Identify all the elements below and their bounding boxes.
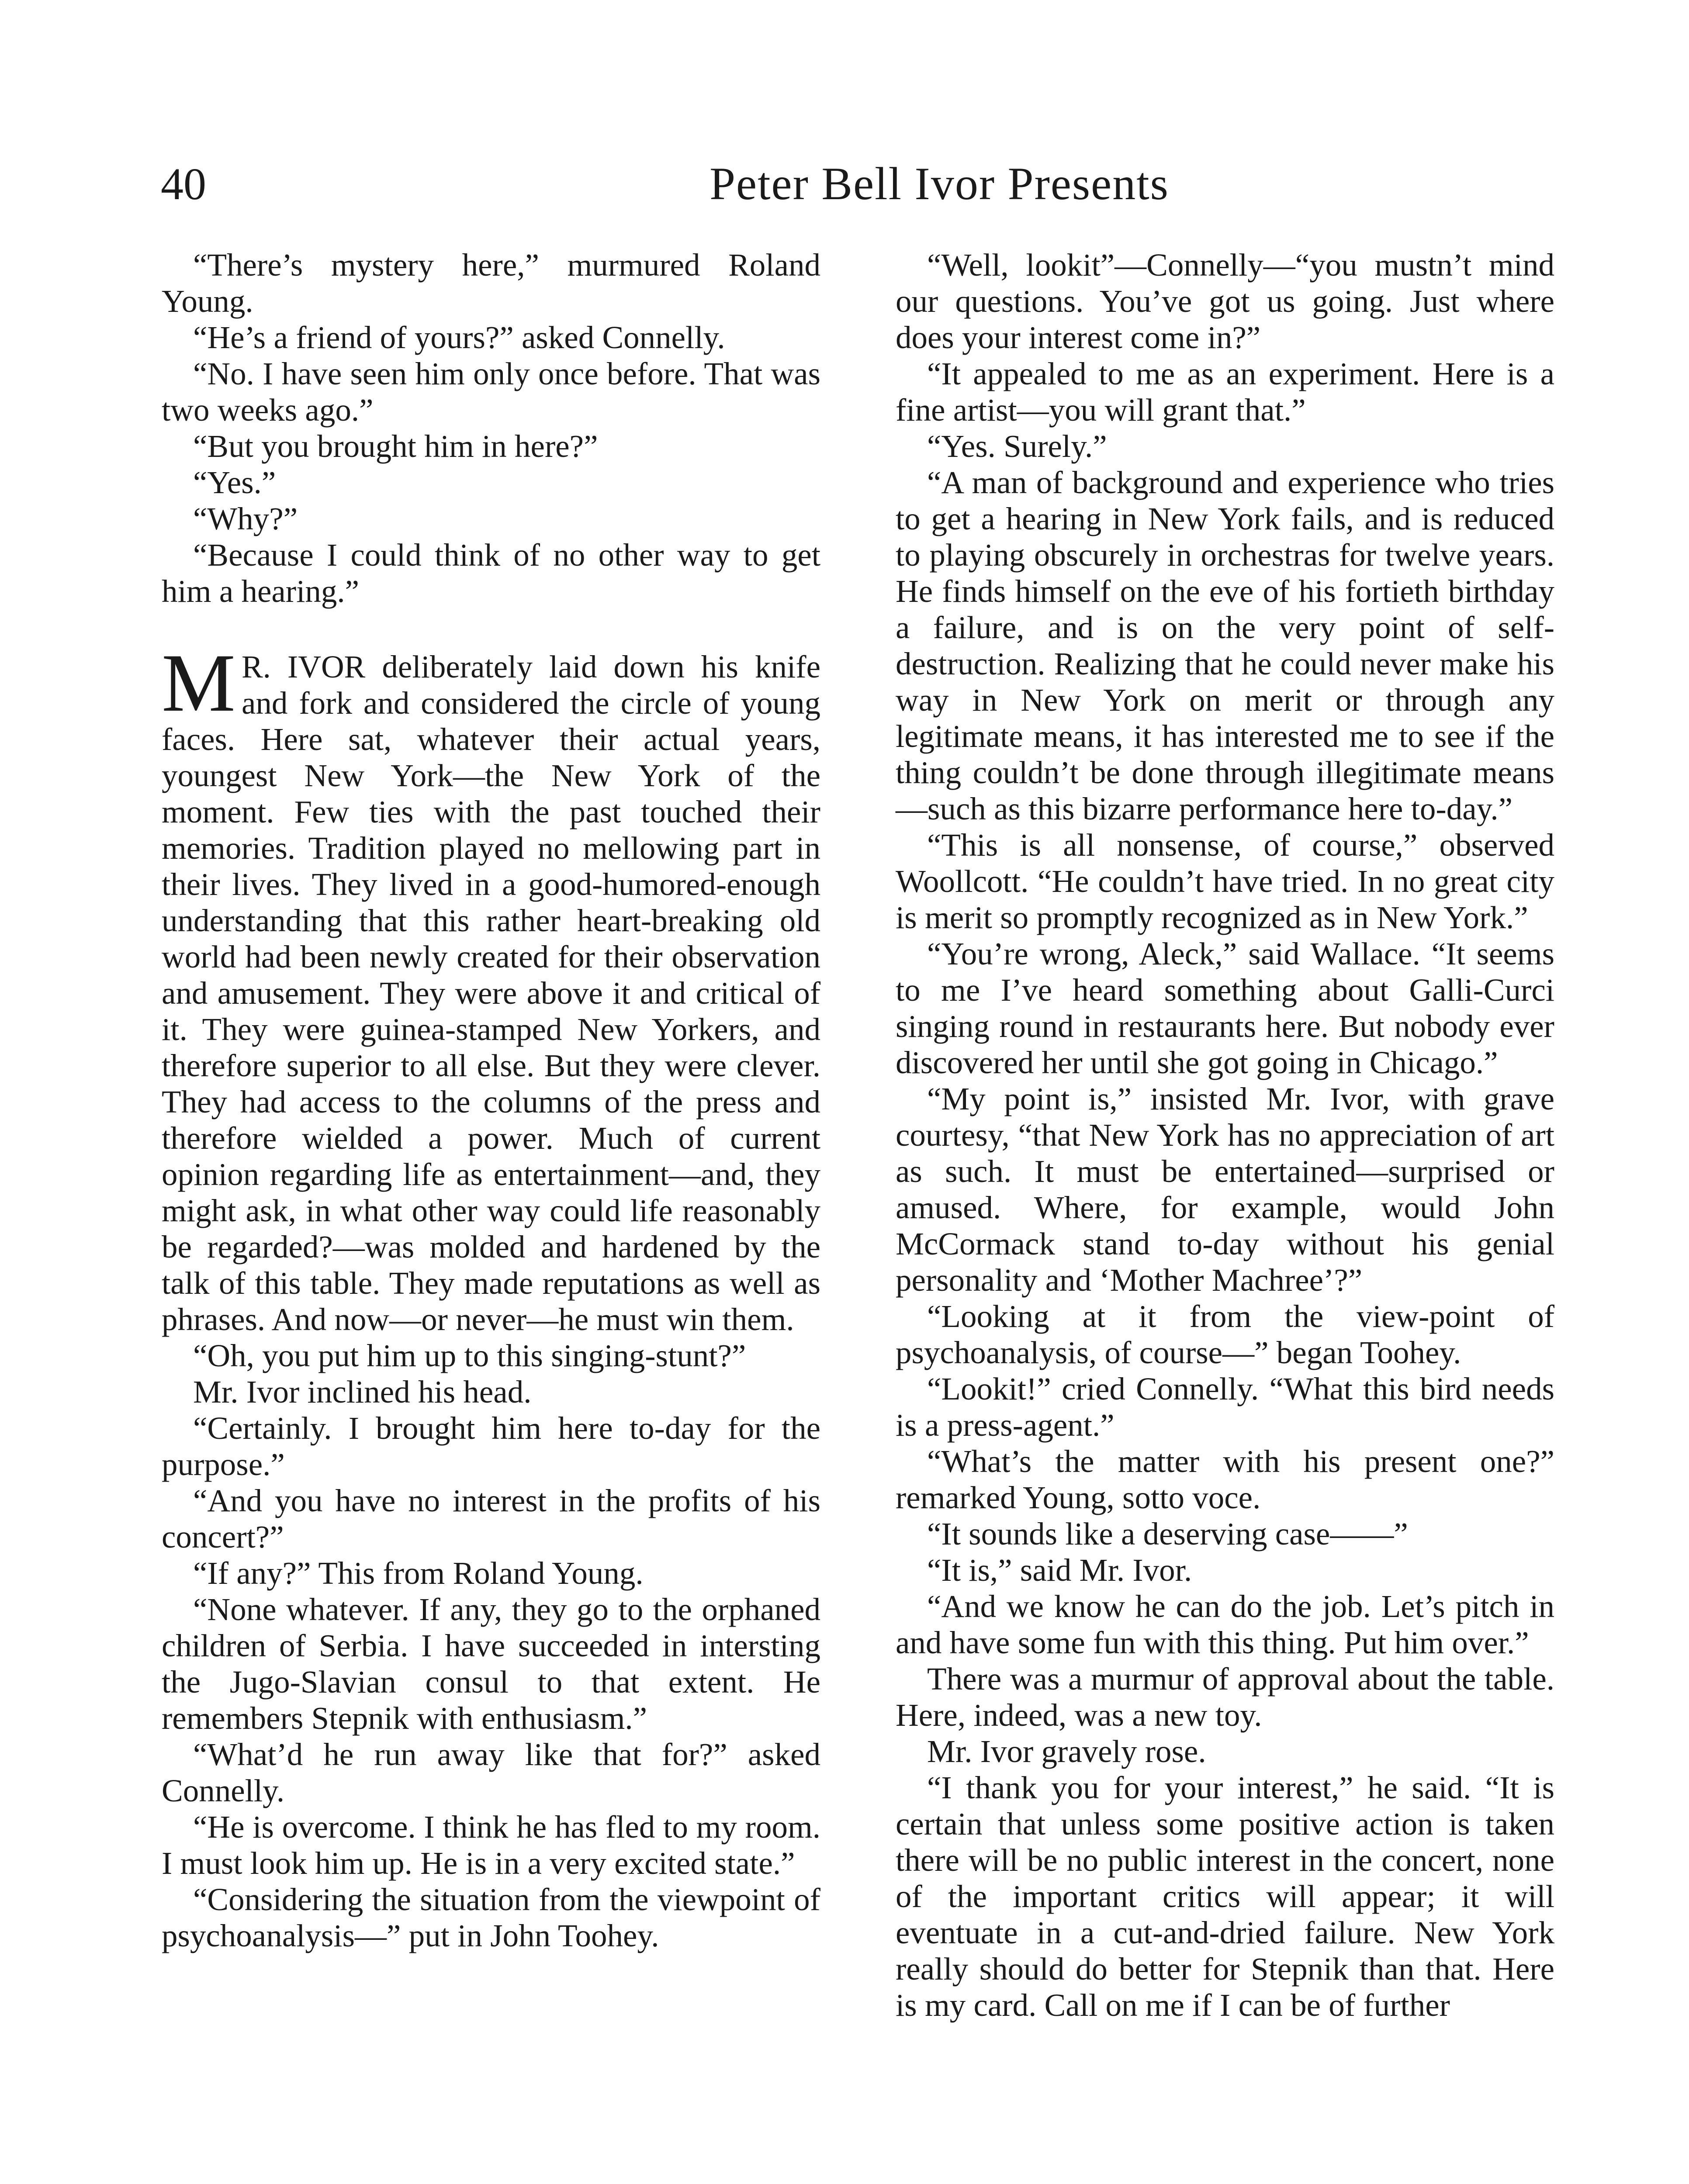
paragraph: “If any?” This from Roland Young. — [193, 1555, 644, 1591]
section-opening-paragraph — [162, 637, 820, 1337]
right-column — [896, 247, 1554, 2023]
paragraph: “Why?” — [193, 501, 298, 536]
paragraph: “None whatever. If any, they go to the orphaned children of Serbia. I have succeeded in intersting the Jugo-Slavian consul to that extent. He remembers Stepnik with enthusiasm.” — [162, 1592, 820, 1736]
paragraph: “Oh, you put him up to this singing-stunt?” — [193, 1338, 746, 1373]
left-column — [162, 247, 820, 1954]
paragraph: “Because I could think of no other way to get him a hearing.” — [162, 537, 820, 609]
paragraph: “My point is,” insisted Mr. Ivor, with grave courtesy, “that New York has no appreciation of art as such. It must be entertained—surprised or amused. Where, for example, would John McCormack stand to-day without his genial personality and ‘Mother Machree’?” — [896, 1081, 1554, 1298]
running-head: Peter Bell Ivor Presents — [710, 158, 1169, 209]
paragraph: Mr. Ivor gravely rose. — [927, 1734, 1206, 1769]
paragraph: “Lookit!” cried Connelly. “What this bird needs is a press-agent.” — [896, 1371, 1554, 1443]
paragraph: “I thank you for your interest,” he said. “It is certain that unless some positive action is taken there will be no public interest in the concert, none of the important critics will appear; it will eventuate in a cut-and-dried failure. New York really should do better for Stepnik than that. Here is my card. Call on me if I can be of further — [896, 1770, 1554, 2023]
paragraph: “There’s mystery here,” murmured Roland Young. — [162, 247, 820, 319]
paragraph: “He’s a friend of yours?” asked Connelly. — [193, 320, 725, 355]
paragraph: “He is overcome. I think he has fled to my room. I must look him up. He is in a very excited state.” — [162, 1809, 820, 1881]
paragraph: “And you have no interest in the profits of his concert?” — [162, 1483, 820, 1555]
paragraph: “It is,” said Mr. Ivor. — [927, 1552, 1192, 1588]
paragraph: “Yes.” — [193, 465, 276, 500]
paragraph: “But you brought him in here?” — [193, 429, 598, 464]
paragraph: “It appealed to me as an experiment. Here is a fine artist—you will grant that.” — [896, 356, 1554, 428]
section-opening-text: R. IVOR deliberately laid down his knife and fork and considered the circle of young faces. Here sat, whatever their actual years, youngest New York—the New York of the moment. Few ties with the past touched their memories. Tradition played no mellowing part in their lives. They lived in a good-humored-enough understanding that this rather heart-breaking old world had been newly created for their observation and amusement. They were above it and critical of it. They were guinea-stamped New Yorkers, and therefore superior to all else. But they were clever. They had access to the columns of the press and therefore wielded a power. Much of current opinion regarding life as entertainment—and, they might ask, in what other way could life reasonably be regarded?—was molded and hardened by the talk of this table. They made reputations as well as phrases. And now—or never—he must win them. — [162, 649, 820, 1337]
paragraph: Mr. Ivor inclined his head. — [193, 1374, 532, 1410]
paragraph: “What’d he run away like that for?” asked Connelly. — [162, 1737, 820, 1808]
paragraph: “Considering the situation from the viewpoint of psychoanalysis—” put in John Toohey. — [162, 1882, 820, 1953]
paragraph: “You’re wrong, Aleck,” said Wallace. “It seems to me I’ve heard something about Galli-Curci singing round in restaurants here. But nobody ever discovered her until she got going in Chicago.” — [896, 936, 1554, 1080]
drop-cap: M — [162, 637, 235, 729]
paragraph: “Certainly. I brought him here to-day for the purpose.” — [162, 1410, 820, 1482]
page-number: 40 — [161, 159, 206, 209]
paragraph: “Well, lookit”—Connelly—“you mustn’t mind our questions. You’ve got us going. Just where does your interest come in?” — [896, 247, 1554, 355]
paragraph: “No. I have seen him only once before. That was two weeks ago.” — [162, 356, 820, 428]
paragraph: “It sounds like a deserving case——” — [927, 1516, 1408, 1552]
paragraph: “And we know he can do the job. Let’s pitch in and have some fun with this thing. Put him over.” — [896, 1589, 1554, 1660]
paragraph: “Yes. Surely.” — [927, 429, 1107, 464]
paragraph: “This is all nonsense, of course,” observed Woollcott. “He couldn’t have tried. In no great city is merit so promptly recognized as in New York.” — [896, 827, 1554, 935]
paragraph: “A man of background and experience who tries to get a hearing in New York fails, and is reduced to playing obscurely in orchestras for twelve years. He finds himself on the eve of his fortieth birthday a failure, and is on the very point of self-destruction. Realizing that he could never make his way in New York on merit or through any legitimate means, it has interested me to see if the thing couldn’t be done through illegitimate means—such as this bizarre performance here to-day.” — [896, 465, 1554, 826]
paragraph: There was a murmur of approval about the table. Here, indeed, was a new toy. — [896, 1661, 1554, 1733]
paragraph: “Looking at it from the view-point of psychoanalysis, of course—” began Toohey. — [896, 1299, 1554, 1370]
paragraph: “What’s the matter with his present one?” remarked Young, sotto voce. — [896, 1444, 1554, 1515]
